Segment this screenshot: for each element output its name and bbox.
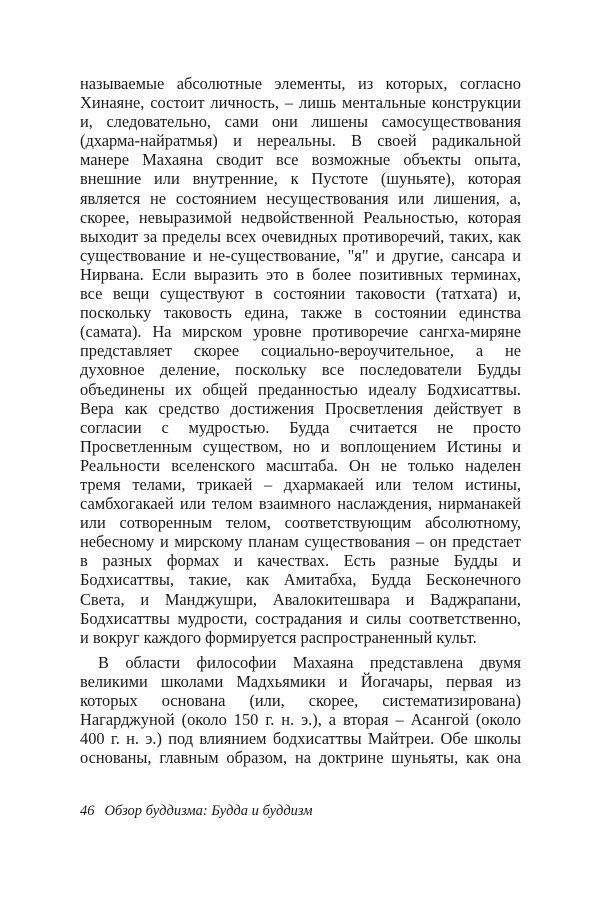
text-line: Нирвана. Если выразить это в более позитивных терминах, bbox=[80, 264, 521, 284]
text-line: (самата). На мирском уровне противоречие сангха-миряне bbox=[80, 322, 521, 342]
text-line: поскольку таковость едина, также в состоянии единства bbox=[80, 303, 521, 323]
text-line: Света, и Манджушри, Авалокитешвара и Ваджрапани, bbox=[80, 589, 521, 609]
text-line: и, следовательно, сами они лишены самосуществования bbox=[80, 112, 521, 132]
text-line: Бодхисаттвы мудрости, сострадания и силы соответственно, bbox=[80, 608, 521, 628]
text-line: основаны, главным образом, на доктрине шуньяты, как она bbox=[80, 748, 521, 768]
text-line: называемые абсолютные элементы, из которых, согласно bbox=[80, 74, 521, 93]
page-body bbox=[80, 74, 521, 767]
text-line: манере Махаяна сводит все возможные объекты опыта, bbox=[80, 150, 521, 170]
page-number: 46 bbox=[80, 803, 95, 819]
text-line: в разных формах и качествах. Есть разные Будды и bbox=[80, 551, 521, 571]
text-line: является не состоянием несуществования или лишения, а, bbox=[80, 188, 521, 208]
text-line: В области философии Махаяна представлена двумя bbox=[98, 652, 521, 672]
text-line: Вера как средство достижения Просветления действует в bbox=[80, 398, 521, 418]
running-title: Обзор буддизма: Будда и буддизм bbox=[104, 803, 313, 819]
text-line: согласии с мудростью. Будда считается не просто bbox=[80, 417, 521, 437]
text-line: Просветленным существом, но и воплощением Истины и bbox=[80, 436, 521, 456]
text-line: выходит за пределы всех очевидных противоречий, таких, как bbox=[80, 226, 521, 246]
text-line: самбхогакаей или телом взаимного наслаждения, нирманакей bbox=[80, 494, 521, 514]
text-line: скорее, невыразимой недвойственной Реальностью, которая bbox=[80, 207, 521, 227]
text-line: великими школами Мадхьямики и Йогачары, первая из bbox=[80, 671, 521, 691]
page-footer bbox=[80, 803, 312, 820]
text-line: представляет скорее социально-вероучительное, а не bbox=[80, 341, 521, 361]
text-line: Хинаяне, состоит личность, – лишь ментальные конструкции bbox=[80, 93, 521, 113]
text-line: Реальности вселенского масштаба. Он не только наделен bbox=[80, 455, 521, 475]
text-line: все вещи существуют в состоянии таковости (татхата) и, bbox=[80, 284, 521, 304]
paragraph-2 bbox=[80, 653, 521, 768]
text-line: существование и не-существование, "я" и другие, сансара и bbox=[80, 245, 521, 265]
text-line: 400 г. н. э.) под влиянием бодхисаттвы Майтреи. Обе школы bbox=[80, 729, 521, 749]
text-line: духовное деление, поскольку все последователи Будды bbox=[80, 360, 521, 380]
text-line: и вокруг каждого формируется распространенный культ. bbox=[80, 627, 477, 647]
text-line: объединены их общей преданностью идеалу Бодхисаттвы. bbox=[80, 379, 521, 399]
text-line: Бодхисаттвы, такие, как Амитабха, Будда Бесконечного bbox=[80, 570, 521, 590]
paragraph-1 bbox=[80, 74, 521, 647]
text-line: Нагарджуной (около 150 г. н. э.), а вторая – Асангой (около bbox=[80, 710, 521, 730]
text-line: небесному и мирскому планам существования – он предстает bbox=[80, 532, 521, 552]
text-line: тремя телами, трикаей – дхармакаей или телом истины, bbox=[80, 474, 521, 494]
text-line: которых основана (или, скорее, систематизирована) bbox=[80, 691, 521, 710]
text-line: (дхарма-найратмья) и нереальны. В своей радикальной bbox=[80, 131, 521, 151]
text-line: или сотворенным телом, соответствующим абсолютному, bbox=[80, 513, 521, 533]
text-line: внешние или внутренние, к Пустоте (шуньяте), которая bbox=[80, 169, 521, 189]
